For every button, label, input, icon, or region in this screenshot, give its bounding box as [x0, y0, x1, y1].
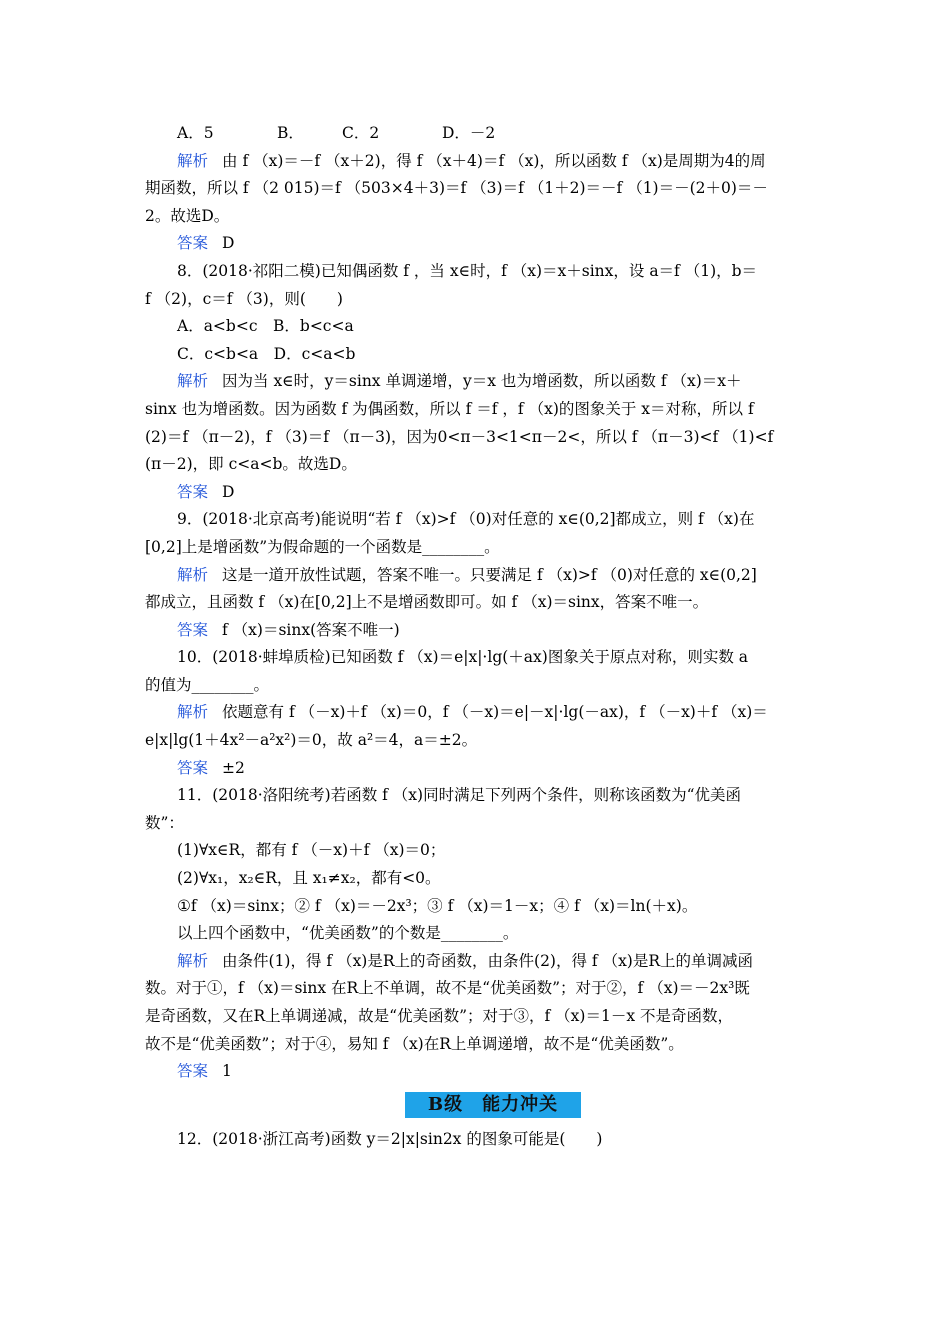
q8-answer: [145, 479, 810, 507]
solution-label: 解析: [177, 951, 209, 970]
q9-stem-1: 9．(2018·北京高考)能说明“若 f （x)>f （0)对任意的 x∈(0,2]都成立，则 f （x)在: [177, 510, 755, 529]
q10-stem-1: 10．(2018·蚌埠质检)已知函数 f （x)＝e|x|·lg(＋ax)图象关于原点对称，则实数 a: [177, 648, 748, 667]
q10-solution-text-1: 依题意有 f （－x)＋f （x)＝0，f （－x)＝e|－x|·lg(－ax)，f （－x)＋f （x)＝: [222, 703, 768, 722]
q12-stem-1: 12．(2018·浙江高考)函数 y＝2|x|sin2x 的图象可能是( ): [177, 1129, 603, 1148]
q7-option-b: B．: [277, 124, 304, 142]
q9-solution-line: [145, 562, 810, 590]
q9-solution-text-2: 都成立，且函数 f （x)在[0,2]上不是增函数即可。如 f （x)＝sinx，答案不唯一。: [145, 593, 709, 612]
section-banner: B级 能力冲关: [405, 1092, 581, 1118]
answer-label: 答案: [177, 620, 209, 639]
q7-options: [145, 120, 810, 148]
q9-stem-2: [0,2]上是增函数”为假命题的一个函数是________。: [145, 537, 500, 556]
answer-label: 答案: [177, 758, 209, 777]
q10-stem-2: 的值为________。: [145, 675, 270, 694]
q7-answer-value: D: [222, 234, 235, 253]
q7-answer: [145, 230, 810, 258]
q9-answer-value: f （x)＝sinx(答案不唯一): [222, 620, 400, 639]
answer-label: 答案: [177, 1062, 209, 1081]
q8-solution-text-2: sinx 也为增函数。因为函数 f 为偶函数，所以 f ＝f ，f （x)的图象关于 x＝对称，所以 f: [145, 399, 754, 418]
q8-solution-line: [145, 368, 810, 396]
q11-solution-text-4: 故不是“优美函数”；对于④，易知 f （x)在R上单调递增，故不是“优美函数”。: [145, 1034, 684, 1053]
q8-stem-2: f （2)，c＝f （3)，则( ): [145, 289, 343, 308]
q11-condition-2: (2)∀x₁，x₂∈R，且 x₁≠x₂，都有<0。: [177, 869, 441, 888]
q11-solution-text-2: 数。对于①，f （x)＝sinx 在R上不单调，故不是“优美函数”；对于②，f （x)＝－2x³既: [145, 979, 750, 998]
q9-answer: [145, 617, 810, 645]
q10-answer-value: ±2: [222, 758, 245, 777]
q7-option-d: D．－2: [442, 124, 496, 142]
q11-answer: [145, 1058, 810, 1086]
q11-stem-1: 11．(2018·洛阳统考)若函数 f （x)同时满足下列两个条件，则称该函数为“优美函: [177, 786, 741, 805]
q10-solution-text-2: e|x|lg(1＋4x²－a²x²)＝0，故 a²＝4，a＝±2。: [145, 731, 478, 750]
q11-solution-line: [145, 948, 810, 976]
q7-solution-text-2: 期函数，所以 f （2 015)＝f （503×4＋3)＝f （3)＝f （1＋2)＝－f （1)＝－(2＋0)＝－: [145, 179, 768, 198]
solution-label: 解析: [177, 703, 209, 722]
solution-label: 解析: [177, 372, 209, 391]
q10-solution-line: [145, 699, 810, 727]
q7-solution-text-1: 由 f （x)＝－f （x＋2)，得 f （x＋4)＝f （x)，所以函数 f （x)是周期为4的周: [222, 151, 766, 170]
answer-label: 答案: [177, 234, 209, 253]
q10-answer: [145, 755, 810, 783]
q8-solution-text-3: (2)＝f （π－2)，f （3)＝f （π－3)，因为0<π－3<1<π－2<，所以 f （π－3)<f （1)<f: [145, 427, 774, 446]
q11-answer-value: 1: [222, 1062, 232, 1081]
q11-stem-2: 数”：: [145, 813, 184, 832]
document-page: [145, 120, 810, 1153]
solution-label: 解析: [177, 565, 209, 584]
section-banner-row: [145, 1086, 810, 1126]
q11-functions: ①f （x)＝sinx；② f （x)＝－2x³；③ f （x)＝1－x；④ f （x)＝ln(＋x)。: [177, 896, 698, 915]
q8-options-ab: A．a<b<c B．b<c<a: [177, 317, 354, 336]
solution-label: 解析: [177, 151, 209, 170]
q7-option-c: C．2: [342, 124, 380, 142]
q7-option-a: A．5: [177, 124, 214, 142]
q11-solution-text-3: 是奇函数，又在R上单调递减，故是“优美函数”；对于③，f （x)＝1－x 不是奇函数，: [145, 1007, 734, 1025]
q8-answer-value: D: [222, 482, 235, 501]
q8-solution-text-4: (π－2)，即 c<a<b。故选D。: [145, 455, 357, 474]
q11-solution-text-1: 由条件(1)，得 f （x)是R上的奇函数，由条件(2)，得 f （x)是R上的单调减函: [222, 951, 754, 970]
q9-solution-text-1: 这是一道开放性试题，答案不唯一。只要满足 f （x)>f （0)对任意的 x∈(0,2]: [222, 565, 757, 584]
q11-question: 以上四个函数中，“优美函数”的个数是________。: [177, 924, 519, 943]
q8-solution-text-1: 因为当 x∈时，y＝sinx 单调递增，y＝x 也为增函数，所以函数 f （x)＝x＋: [222, 372, 742, 391]
q7-solution-text-3: 2。故选D。: [145, 206, 230, 225]
q7-solution-line: [145, 148, 810, 176]
q8-stem-1: 8．(2018·祁阳二模)已知偶函数 f ，当 x∈时，f （x)＝x＋sinx，设 a＝f （1)，b＝: [177, 261, 758, 280]
q8-options-cd: C．c<b<a D．c<a<b: [177, 344, 356, 363]
q11-condition-1: (1)∀x∈R，都有 f （－x)＋f （x)＝0；: [177, 841, 446, 860]
answer-label: 答案: [177, 482, 209, 501]
